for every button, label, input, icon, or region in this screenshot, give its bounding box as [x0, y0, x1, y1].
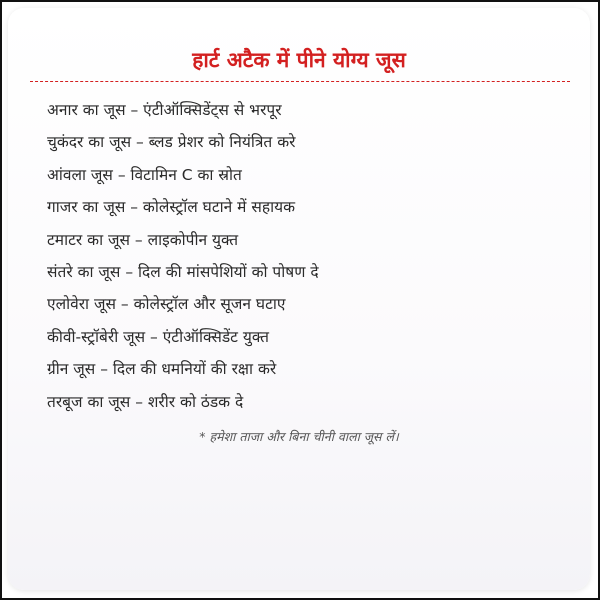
list-item: संतरे का जूस – दिल की मांसपेशियों को पोषण दे	[47, 262, 319, 281]
list-item: आंवला जूस – विटामिन C का स्रोत	[47, 165, 242, 184]
list-item: गाजर का जूस – कोलेस्ट्रॉल घटाने में सहायक	[47, 198, 295, 217]
juice-list	[47, 94, 319, 418]
juice-card	[8, 8, 590, 590]
list-item: तरबूज का जूस – शरीर को ठंडक दे	[47, 392, 244, 411]
list-item: चुकंदर का जूस – ब्लड प्रेशर को नियंत्रित करे	[47, 133, 296, 152]
list-item: अनार का जूस – एंटीऑक्सिडेंट्स से भरपूर	[47, 101, 282, 119]
card-title: हार्ट अटैक में पीने योग्य जूस	[192, 48, 406, 72]
list-item: कीवी-स्ट्रॉबेरी जूस – एंटीऑक्सिडेंट युक्त	[47, 327, 269, 346]
list-item: ग्रीन जूस – दिल की धमनियों की रक्षा करे	[47, 360, 277, 379]
list-item: एलोवेरा जूस – कोलेस्ट्रॉल और सूजन घटाए	[47, 295, 286, 314]
title-divider	[30, 81, 570, 82]
footnote: * हमेशा ताजा और बिना चीनी वाला जूस लें।	[199, 429, 399, 444]
list-item: टमाटर का जूस – लाइकोपीन युक्त	[47, 230, 239, 249]
